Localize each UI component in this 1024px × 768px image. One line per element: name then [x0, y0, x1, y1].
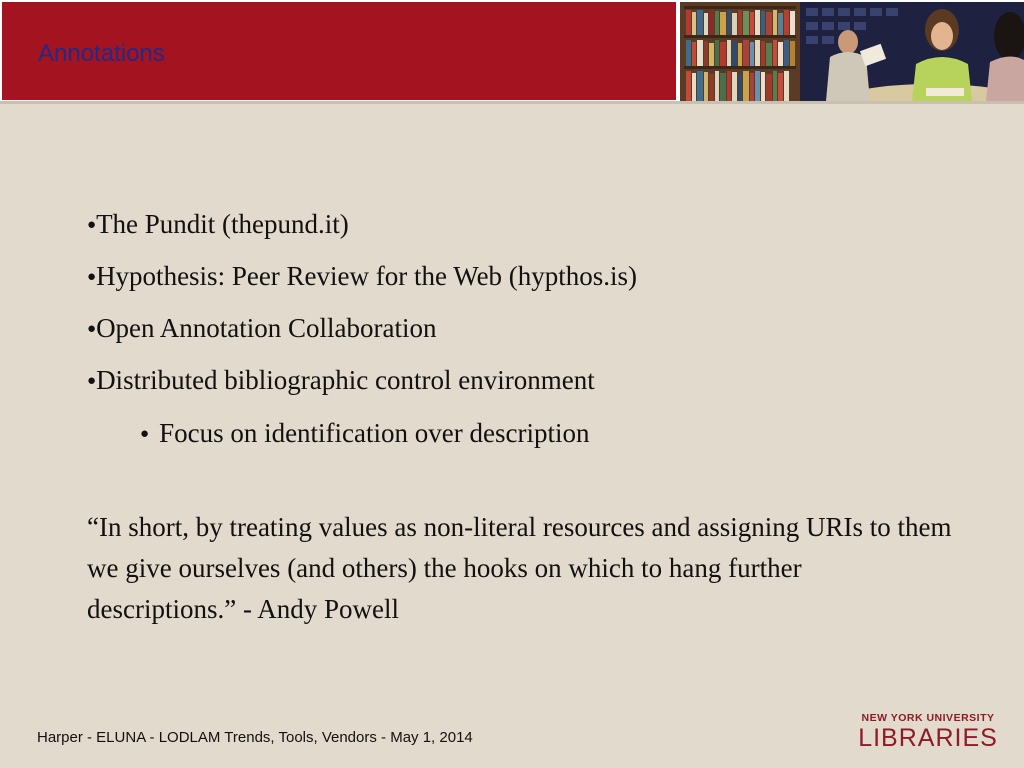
sub-bullet-item — [140, 417, 589, 454]
bullet-item — [87, 364, 595, 401]
bullet-text: Hypothesis: Peer Review for the Web (hypthos.is) — [96, 261, 638, 291]
logo-main-text: LIBRARIES — [858, 724, 998, 752]
header — [0, 0, 1024, 104]
logo-top-text: NEW YORK UNIVERSITY — [861, 712, 995, 724]
bullet-dot-icon: ● — [87, 269, 97, 285]
bullet-text: Open Annotation Collaboration — [96, 313, 437, 343]
library-photo — [680, 2, 1024, 101]
bullet-dot-icon: ● — [140, 426, 150, 442]
bullet-dot-icon: ● — [87, 321, 97, 337]
bullet-item — [87, 208, 349, 245]
quote-text: “In short, by treating values as non-literal resources and assigning URIs to them we give ourselves (and others) the hooks on which to hang further descriptions.” - Andy Powell — [87, 512, 952, 624]
bullet-item — [87, 312, 437, 349]
bullet-dot-icon: ● — [87, 217, 97, 233]
slide-title: Annotations — [38, 40, 165, 67]
bullet-text: The Pundit (thepund.it) — [96, 209, 349, 239]
nyu-libraries-logo — [848, 712, 1008, 752]
bullet-text: Distributed bibliographic control environment — [96, 365, 595, 395]
sub-bullet-text: Focus on identification over description — [159, 418, 590, 448]
bullet-item — [87, 260, 637, 297]
title-band — [2, 2, 676, 100]
bullet-dot-icon: ● — [87, 373, 97, 389]
footer-text: Harper - ELUNA - LODLAM Trends, Tools, Vendors - May 1, 2014 — [37, 729, 473, 746]
header-divider — [0, 101, 1024, 104]
